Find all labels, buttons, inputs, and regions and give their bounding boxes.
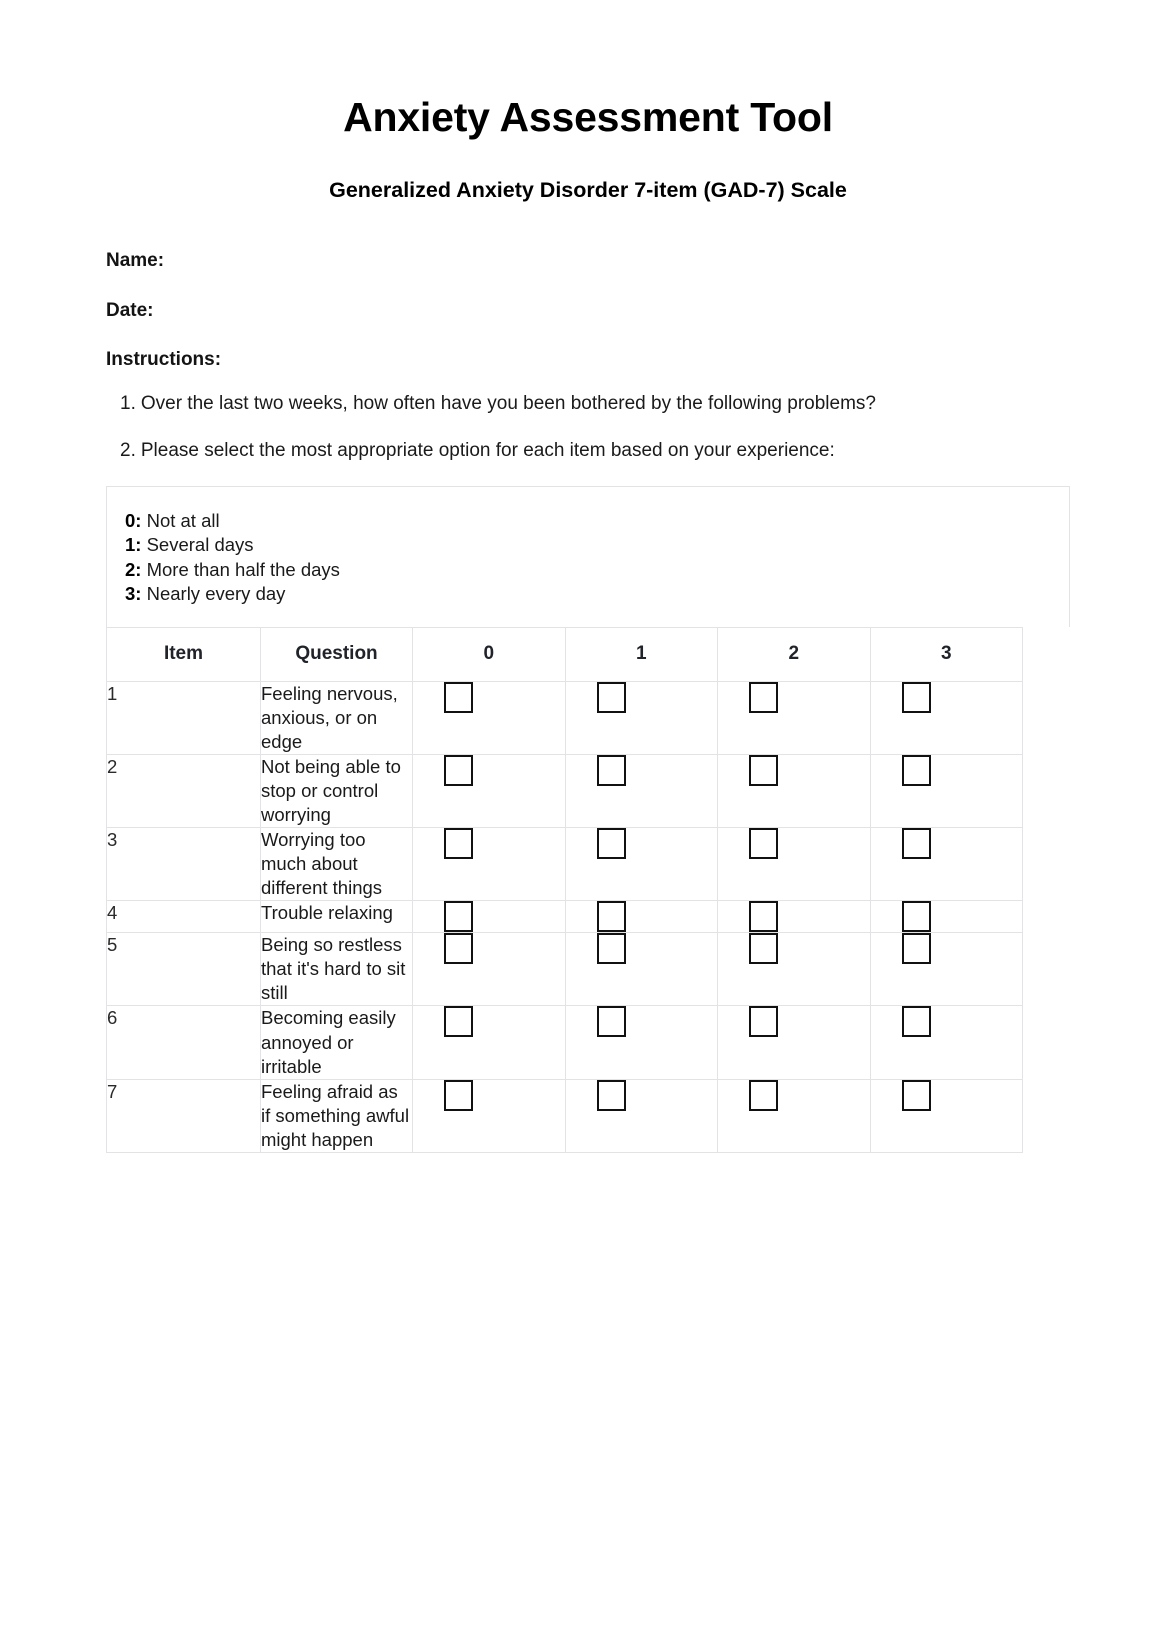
checkbox-icon[interactable] [444,901,473,932]
question-text: Becoming easily annoyed or irritable [261,1006,413,1079]
checkbox-icon[interactable] [902,1006,931,1037]
checkbox-icon[interactable] [902,933,931,964]
checkbox-icon[interactable] [444,933,473,964]
checkbox-cell-score-2[interactable] [718,755,871,828]
question-text: Trouble relaxing [261,901,413,933]
table-row [107,901,1023,933]
checkbox-icon[interactable] [749,828,778,859]
instruction-number: 1. [120,393,136,415]
table-row [107,1006,1023,1079]
question-text: Feeling nervous, anxious, or on edge [261,681,413,754]
checkbox-icon[interactable] [444,755,473,786]
table-row [107,1079,1023,1152]
checkbox-cell-score-2[interactable] [718,1079,871,1152]
checkbox-cell-score-2[interactable] [718,1006,871,1079]
checkbox-cell-score-1[interactable] [565,681,718,754]
checkbox-cell-score-1[interactable] [565,1006,718,1079]
checkbox-icon[interactable] [597,828,626,859]
checkbox-cell-score-2[interactable] [718,933,871,1006]
checkbox-icon[interactable] [902,755,931,786]
item-number: 4 [107,901,261,933]
instruction-text: Please select the most appropriate option for each item based on your experience: [140,439,835,461]
column-header-score-2: 2 [718,627,871,681]
checkbox-icon[interactable] [749,1006,778,1037]
checkbox-icon[interactable] [749,755,778,786]
table-row [107,828,1023,901]
checkbox-cell-score-3[interactable] [870,1079,1023,1152]
checkbox-icon[interactable] [902,682,931,713]
checkbox-cell-score-1[interactable] [565,1079,718,1152]
column-header-question: Question [261,627,413,681]
patient-fields [0,204,1176,372]
item-number: 3 [107,828,261,901]
table-row [107,755,1023,828]
item-number: 6 [107,1006,261,1079]
question-text: Being so restless that it's hard to sit still [261,933,413,1006]
scale-legend-item [107,558,1069,583]
scale-legend-description: Nearly every day [146,583,286,605]
scale-legend-description: Several days [146,534,254,556]
page-title: Anxiety Assessment Tool [343,94,833,140]
checkbox-cell-score-1[interactable] [565,828,718,901]
checkbox-cell-score-3[interactable] [870,828,1023,901]
column-header-score-3: 3 [870,627,1023,681]
checkbox-cell-score-2[interactable] [718,681,871,754]
gad7-question-table [106,627,1023,1153]
instruction-item [120,439,1056,464]
checkbox-cell-score-3[interactable] [870,901,1023,933]
instructions-list [0,392,1176,463]
checkbox-cell-score-2[interactable] [718,828,871,901]
checkbox-icon[interactable] [444,828,473,859]
instruction-text: Over the last two weeks, how often have you been bothered by the following problems? [140,393,876,415]
checkbox-cell-score-1[interactable] [565,755,718,828]
item-number: 7 [107,1079,261,1152]
checkbox-cell-score-1[interactable] [565,933,718,1006]
checkbox-cell-score-3[interactable] [870,681,1023,754]
checkbox-icon[interactable] [902,1080,931,1111]
checkbox-icon[interactable] [902,828,931,859]
checkbox-icon[interactable] [902,901,931,932]
column-header-score-1: 1 [565,627,718,681]
instruction-item [120,392,1056,417]
checkbox-icon[interactable] [597,755,626,786]
checkbox-cell-score-0[interactable] [413,901,566,933]
item-number: 1 [107,681,261,754]
scale-legend-description: Not at all [146,509,220,531]
checkbox-icon[interactable] [597,901,626,932]
checkbox-icon[interactable] [749,682,778,713]
scale-legend-item [107,582,1069,607]
column-header-item: Item [107,627,261,681]
checkbox-icon[interactable] [597,682,626,713]
checkbox-cell-score-0[interactable] [413,933,566,1006]
scale-legend-description: More than half the days [146,558,340,580]
checkbox-icon[interactable] [749,1080,778,1111]
page-subtitle: Generalized Anxiety Disorder 7-item (GAD-7) Scale [329,178,847,203]
instructions-heading: Instructions: [106,349,222,371]
scale-legend-item [107,509,1069,534]
table-header-row [107,627,1023,681]
table-row [107,681,1023,754]
checkbox-cell-score-1[interactable] [565,901,718,933]
scale-legend-key: 2: [125,558,142,580]
scale-legend-key: 3: [125,583,142,605]
checkbox-cell-score-0[interactable] [413,1006,566,1079]
column-header-score-0: 0 [413,627,566,681]
scale-legend-key: 1: [125,534,142,556]
checkbox-icon[interactable] [444,1006,473,1037]
question-text: Worrying too much about different things [261,828,413,901]
name-field-label: Name: [106,249,165,271]
checkbox-icon[interactable] [597,1006,626,1037]
instruction-number: 2. [120,439,136,461]
checkbox-cell-score-3[interactable] [870,933,1023,1006]
checkbox-icon[interactable] [749,933,778,964]
checkbox-cell-score-0[interactable] [413,681,566,754]
question-text: Not being able to stop or control worrying [261,755,413,828]
checkbox-icon[interactable] [749,901,778,932]
checkbox-cell-score-0[interactable] [413,755,566,828]
item-number: 2 [107,755,261,828]
scale-legend-box [106,486,1070,627]
checkbox-cell-score-0[interactable] [413,1079,566,1152]
question-text: Feeling afraid as if something awful might happen [261,1079,413,1152]
checkbox-icon[interactable] [444,1080,473,1111]
checkbox-cell-score-3[interactable] [870,755,1023,828]
checkbox-icon[interactable] [597,1080,626,1111]
scale-legend-key: 0: [125,509,142,531]
table-row [107,933,1023,1006]
date-field-label: Date: [106,299,154,321]
item-number: 5 [107,933,261,1006]
checkbox-cell-score-3[interactable] [870,1006,1023,1079]
checkbox-icon[interactable] [444,682,473,713]
checkbox-cell-score-0[interactable] [413,828,566,901]
checkbox-cell-score-2[interactable] [718,901,871,933]
scale-legend-item [107,533,1069,558]
checkbox-icon[interactable] [597,933,626,964]
